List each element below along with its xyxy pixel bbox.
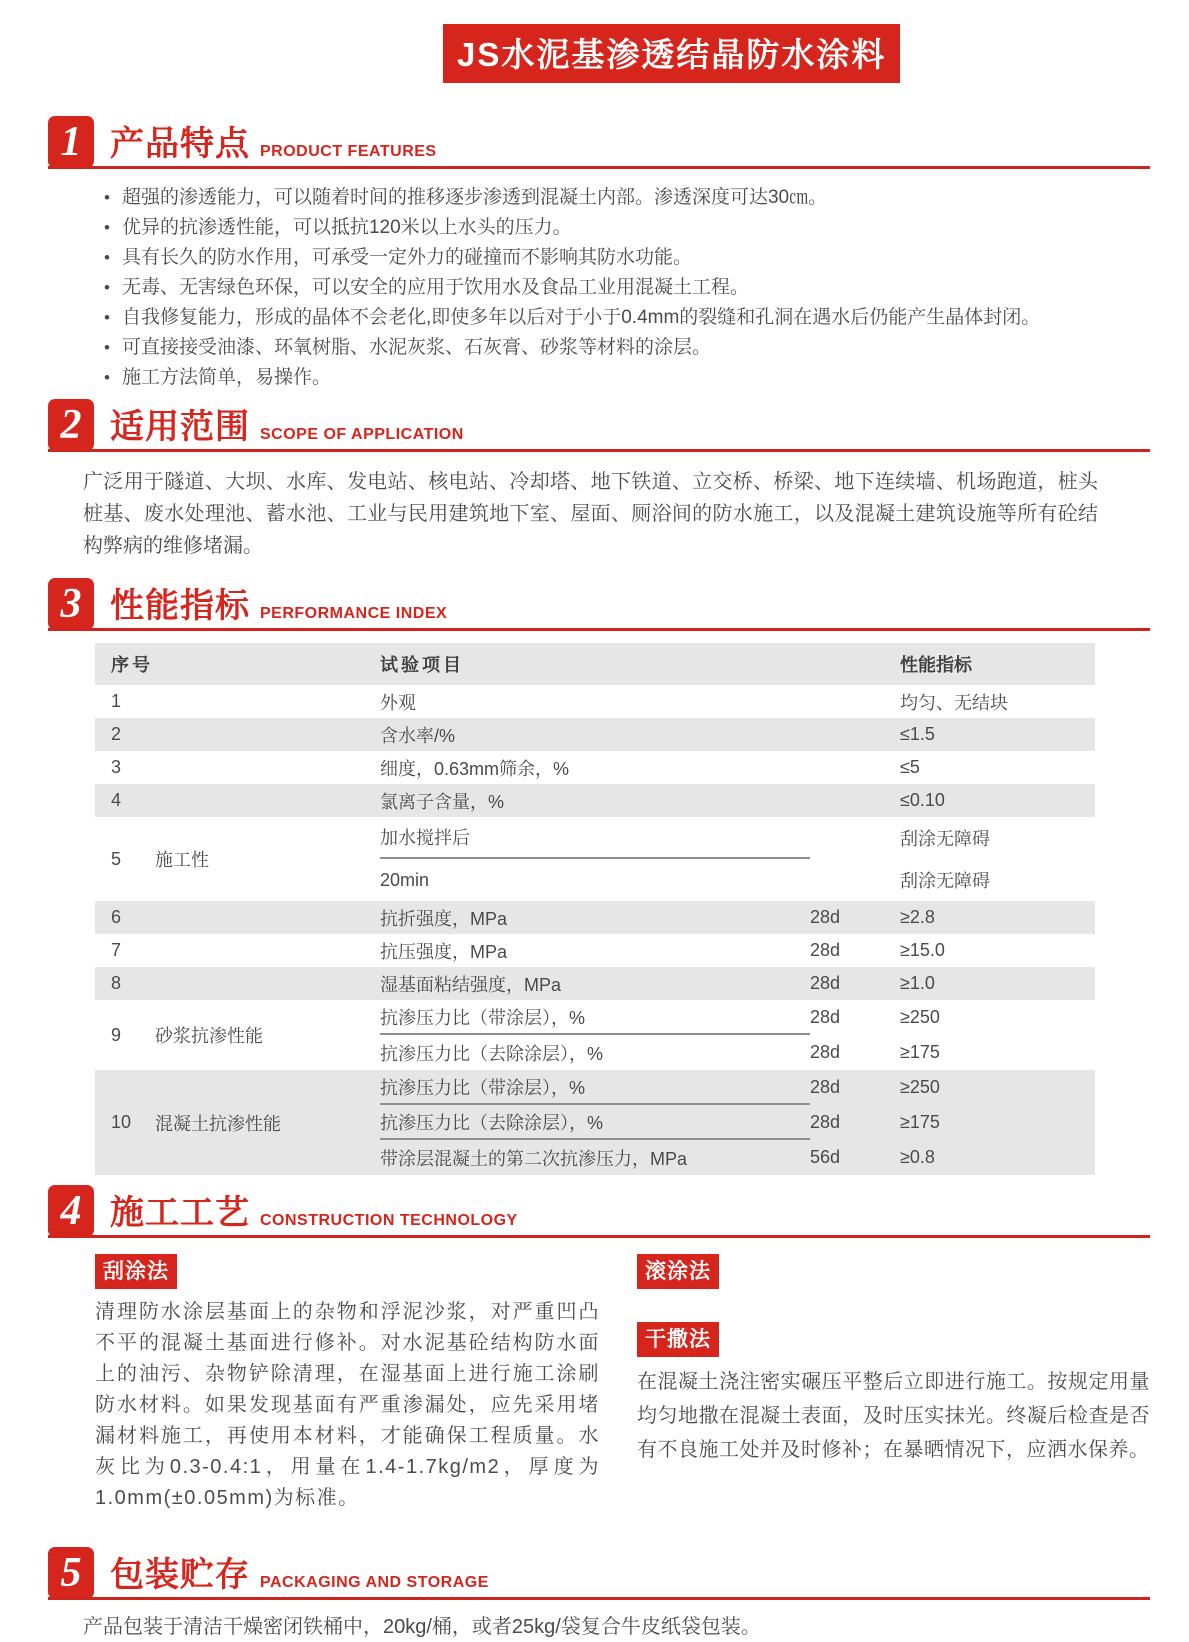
index-value-cell: ≥1.0	[900, 973, 935, 993]
index-value-cell: 刮涂无障碍	[900, 829, 990, 849]
section-performance	[48, 578, 1150, 1175]
index-value-cell: 均匀、无结块	[900, 692, 1008, 713]
bullet-icon: •	[104, 278, 110, 297]
row-number-cell: 7	[111, 940, 122, 960]
feature-text: 自我修复能力，形成的晶体不会老化,即使多年以后对于小于0.4mm的裂缝和孔洞在遇水后仍能产生晶体封闭。	[121, 307, 1041, 328]
packaging-body-text: 产品包装于清洁干燥密闭铁桶中，20kg/桶，或者25kg/袋复合牛皮纸袋包装。	[83, 1616, 761, 1638]
row-number-cell: 5	[111, 848, 122, 869]
scope-header	[48, 399, 1150, 452]
row-group-label-cell	[155, 967, 380, 1000]
index-value-cell: 刮涂无障碍	[900, 871, 990, 891]
index-value-cell: 性能指标	[900, 655, 972, 675]
section-subtitle: PRODUCT FEATURES	[260, 143, 437, 160]
section-title: 施工工艺	[110, 1194, 250, 1232]
table-subrow	[380, 1105, 1095, 1140]
table-subrow	[380, 859, 1095, 901]
table-row	[95, 967, 1095, 1000]
section-subtitle: CONSTRUCTION TECHNOLOGY	[260, 1212, 518, 1229]
feature-text: 超强的渗透能力，可以随着时间的推移逐步渗透到混凝土内部。渗透深度可达30㎝。	[121, 187, 828, 208]
bullet-icon: •	[104, 368, 110, 387]
row-group-label-cell: 砂浆抗渗性能	[155, 1026, 263, 1046]
performance-table	[95, 643, 1095, 1175]
age-cell: 28d	[810, 1112, 841, 1132]
row-number-cell: 8	[111, 973, 122, 993]
features-header	[48, 116, 1150, 169]
section-title: 产品特点	[110, 125, 250, 163]
bullet-icon: •	[104, 308, 110, 327]
table-subrow	[380, 1070, 1095, 1105]
age-cell	[810, 817, 900, 859]
test-item-cell: 20min	[380, 869, 430, 890]
row-group-label-cell: 施工性	[155, 850, 209, 870]
table-subrow	[380, 1140, 1095, 1175]
section-title: 适用范围	[110, 408, 250, 446]
test-item-cell: 外观	[380, 692, 416, 713]
row-items	[380, 643, 1095, 685]
bullet-icon: •	[104, 218, 110, 237]
table-row	[95, 685, 1095, 718]
feature-item	[104, 243, 1130, 273]
row-group-label-cell	[155, 901, 380, 934]
table-row	[95, 784, 1095, 817]
section-number-badge: 3	[48, 578, 94, 630]
age-cell: 28d	[810, 1042, 841, 1062]
table-row	[95, 901, 1095, 934]
packaging-header	[48, 1547, 1150, 1600]
method-column-right	[637, 1254, 1150, 1547]
method-body-text: 在混凝土浇注密实碾压平整后立即进行施工。按规定用量均匀地撒在混凝土表面，及时压实抹光。终凝后检查是否有不良施工处并及时修补；在暴晒情况下，应洒水保养。	[637, 1371, 1150, 1461]
table-subrow	[380, 817, 1095, 859]
section-number-badge: 1	[48, 116, 94, 168]
row-items	[380, 685, 1095, 718]
row-group-label-cell	[155, 718, 380, 751]
section-features	[48, 116, 1150, 399]
row-items	[380, 817, 1095, 901]
table-subrow	[380, 967, 1095, 1000]
table-header-row	[95, 643, 1095, 685]
section-number-badge: 5	[48, 1547, 94, 1599]
table-row	[95, 1070, 1095, 1175]
table-subrow	[380, 934, 1095, 967]
row-items	[380, 901, 1095, 934]
feature-item	[104, 333, 1130, 363]
section-number-badge: 4	[48, 1185, 94, 1237]
feature-item	[104, 363, 1130, 393]
age-cell	[810, 718, 900, 751]
row-group-label-cell: 混凝土抗渗性能	[155, 1113, 281, 1134]
row-group-label-cell	[155, 934, 380, 967]
row-number-cell: 序号	[111, 655, 153, 675]
section-scope	[48, 399, 1150, 572]
row-items	[380, 784, 1095, 817]
age-cell	[810, 685, 900, 718]
feature-item	[104, 213, 1130, 243]
age-cell: 28d	[810, 907, 841, 927]
test-item-cell: 抗折强度，MPa	[380, 908, 508, 929]
age-cell	[810, 751, 900, 784]
product-title-banner: JS水泥基渗透结晶防水涂料	[443, 24, 900, 83]
section-subtitle: PACKAGING AND STORAGE	[260, 1574, 489, 1591]
feature-item	[104, 183, 1130, 213]
index-value-cell: ≥175	[900, 1042, 940, 1062]
age-cell: 56d	[810, 1147, 841, 1167]
table-row	[95, 934, 1095, 967]
test-item-cell: 细度，0.63mm筛余，%	[380, 758, 570, 779]
age-cell: 28d	[810, 940, 841, 960]
index-value-cell: ≤0.10	[900, 790, 945, 810]
section-construction	[48, 1185, 1150, 1547]
test-item-cell: 加水搅拌后	[380, 817, 810, 859]
section-subtitle: PERFORMANCE INDEX	[260, 605, 448, 622]
feature-text: 优异的抗渗透性能，可以抵抗120米以上水头的压力。	[121, 217, 572, 238]
row-number-cell: 10	[111, 1112, 132, 1132]
feature-list	[48, 169, 1150, 399]
section-packaging	[48, 1547, 1150, 1642]
test-item-cell: 氯离子含量，%	[380, 791, 505, 812]
age-cell: 28d	[810, 973, 841, 993]
section-subtitle: SCOPE OF APPLICATION	[260, 426, 464, 443]
section-title: 性能指标	[110, 587, 250, 625]
row-group-label-cell	[155, 751, 380, 784]
feature-text: 施工方法简单，易操作。	[121, 367, 331, 388]
age-cell	[810, 859, 900, 901]
row-number-cell: 1	[111, 691, 122, 711]
row-items	[380, 1070, 1095, 1175]
bullet-icon: •	[104, 248, 110, 267]
table-subrow	[380, 718, 1095, 751]
table-row	[95, 817, 1095, 901]
feature-text: 具有长久的防水作用，可承受一定外力的碰撞而不影响其防水功能。	[121, 247, 692, 268]
table-subrow	[380, 901, 1095, 934]
row-number-cell: 2	[111, 724, 122, 744]
table-subrow	[380, 685, 1095, 718]
method-badge: 干撒法	[637, 1322, 719, 1357]
age-cell: 28d	[810, 1077, 841, 1097]
test-item-cell: 抗渗压力比（带涂层），%	[380, 1070, 810, 1105]
index-value-cell: ≥250	[900, 1007, 940, 1027]
feature-item	[104, 303, 1130, 333]
index-value-cell: ≥175	[900, 1112, 940, 1132]
table-subrow	[380, 643, 1095, 685]
test-item-cell: 抗压强度，MPa	[380, 941, 508, 962]
table-row	[95, 718, 1095, 751]
row-items	[380, 751, 1095, 784]
row-group-label-cell	[155, 784, 380, 817]
table-subrow	[380, 1035, 1095, 1070]
row-number-cell: 3	[111, 757, 122, 777]
age-cell: 28d	[810, 1007, 841, 1027]
scope-body-text: 广泛用于隧道、大坝、水库、发电站、核电站、冷却塔、地下铁道、立交桥、桥梁、地下连续墙、机场跑道，桩头桩基、废水处理池、蓄水池、工业与民用建筑地下室、屋面、厕浴间的防水施工，以及混凝土建筑设施等所有砼结构弊病的维修堵漏。	[83, 471, 1098, 557]
method-block	[637, 1254, 1150, 1289]
index-value-cell: ≤1.5	[900, 724, 935, 744]
index-value-cell: ≥250	[900, 1077, 940, 1097]
feature-item	[104, 273, 1130, 303]
index-value-cell: ≥0.8	[900, 1147, 935, 1167]
construction-header	[48, 1185, 1150, 1238]
age-cell	[810, 643, 900, 685]
table-subrow	[380, 1000, 1095, 1035]
method-body-text: 清理防水涂层基面上的杂物和浮泥沙浆，对严重凹凸不平的混凝土基面进行修补。对水泥基砼结构防水面上的油污、杂物铲除清理，在湿基面上进行施工涂刷防水材料。如果发现基面有严重渗漏处，应先采用堵漏材料施工，再使用本材料，才能确保工程质量。水灰比为0.3-0.4:1，用量在1.4-1.7kg/m2，厚度为1.0mm(±0.05mm)为标准。	[95, 1301, 600, 1509]
row-group-label-cell	[155, 643, 380, 685]
method-block	[95, 1254, 600, 1514]
test-item-cell: 带涂层混凝土的第二次抗渗压力，MPa	[380, 1148, 688, 1169]
construction-methods	[48, 1238, 1150, 1547]
section-title: 包装贮存	[110, 1556, 250, 1594]
test-item-cell: 试验项目	[380, 655, 464, 675]
test-item-cell: 抗渗压力比（去除涂层），%	[380, 1105, 810, 1140]
test-item-cell: 含水率/%	[380, 725, 456, 746]
age-cell	[810, 784, 900, 817]
table-row	[95, 1000, 1095, 1070]
row-items	[380, 967, 1095, 1000]
method-badge: 滚涂法	[637, 1254, 719, 1289]
row-number-cell: 4	[111, 790, 122, 810]
row-number-cell: 6	[111, 907, 122, 927]
table-row	[95, 751, 1095, 784]
index-value-cell: ≥2.8	[900, 907, 935, 927]
bullet-icon: •	[104, 338, 110, 357]
bullet-icon: •	[104, 188, 110, 207]
index-value-cell: ≤5	[900, 757, 920, 777]
index-value-cell: ≥15.0	[900, 940, 945, 960]
test-item-cell: 湿基面粘结强度，MPa	[380, 974, 562, 995]
performance-header	[48, 578, 1150, 631]
method-block	[637, 1322, 1150, 1467]
row-items	[380, 934, 1095, 967]
table-subrow	[380, 784, 1095, 817]
table-subrow	[380, 751, 1095, 784]
row-items	[380, 1000, 1095, 1070]
test-item-cell: 抗渗压力比（带涂层），%	[380, 1000, 810, 1035]
feature-text: 可直接接受油漆、环氧树脂、水泥灰浆、石灰膏、砂浆等材料的涂层。	[121, 337, 711, 358]
feature-text: 无毒、无害绿色环保，可以安全的应用于饮用水及食品工业用混凝土工程。	[121, 277, 749, 298]
method-column-left	[95, 1254, 600, 1547]
test-item-cell: 抗渗压力比（去除涂层），%	[380, 1043, 604, 1064]
row-number-cell: 9	[111, 1024, 122, 1045]
method-badge: 刮涂法	[95, 1254, 177, 1289]
section-number-badge: 2	[48, 399, 94, 451]
row-group-label-cell	[155, 685, 380, 718]
row-items	[380, 718, 1095, 751]
